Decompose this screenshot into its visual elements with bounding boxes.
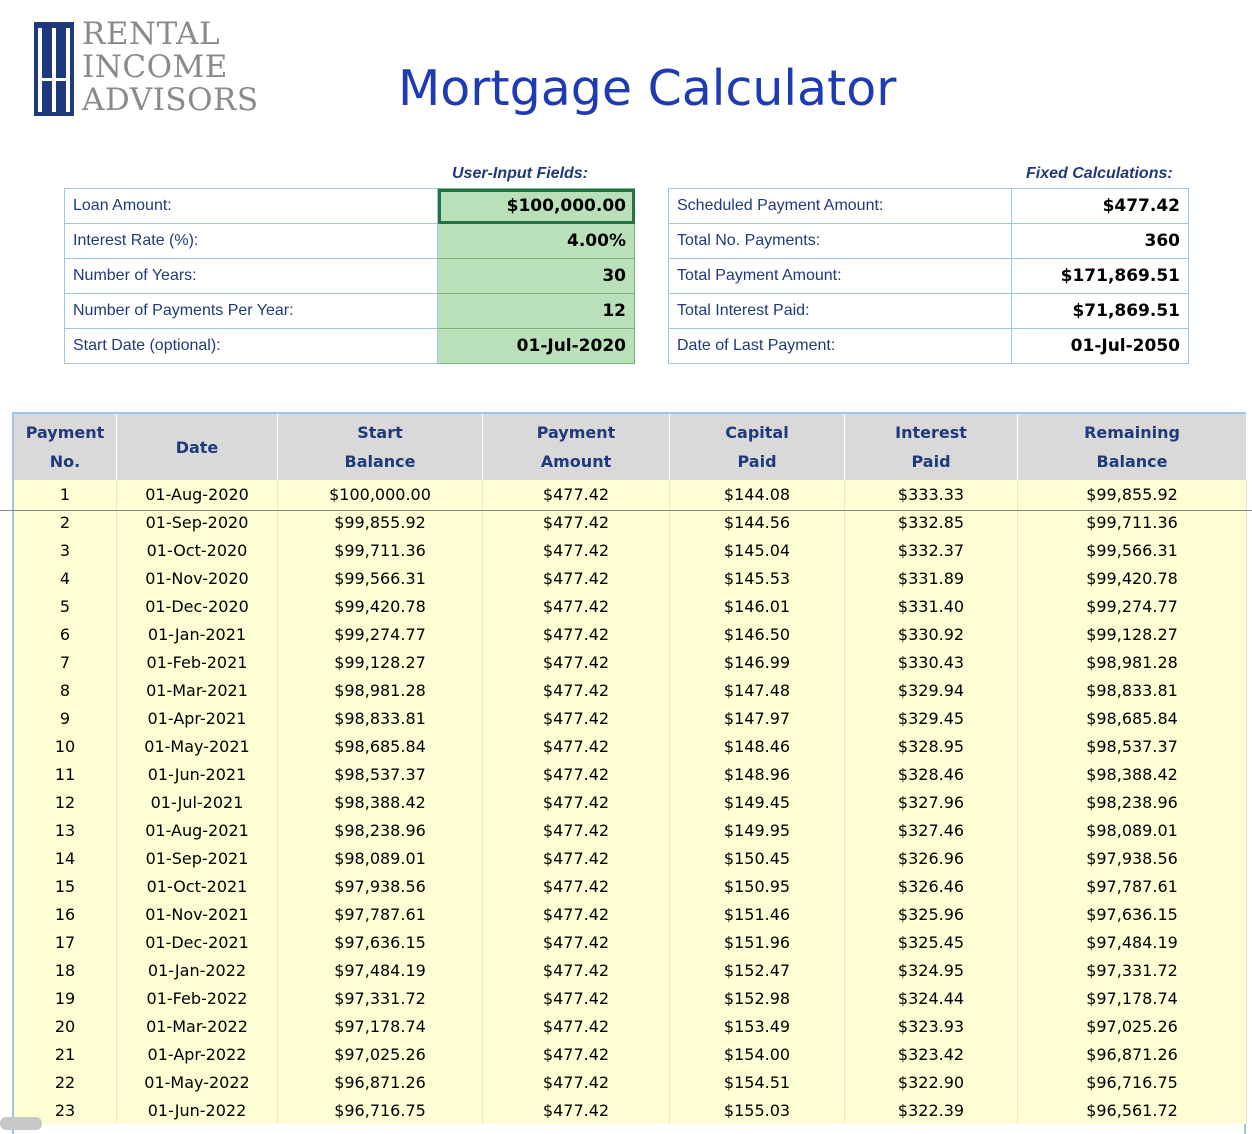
table-row	[14, 816, 1247, 844]
interest-paid-cell[interactable]: $327.96	[845, 788, 1018, 816]
capital-paid-cell[interactable]: $147.97	[670, 704, 845, 732]
col-header-remaining-balance[interactable]: Remaining Balance	[1018, 414, 1247, 480]
table-row	[14, 900, 1247, 928]
date-cell[interactable]: 01-Nov-2020	[117, 564, 278, 592]
total-payment-amount-label: Total Payment Amount:	[669, 259, 1012, 294]
input-row-payments-per-year	[65, 294, 635, 329]
start-balance-cell[interactable]: $99,128.27	[278, 648, 483, 676]
capital-paid-cell[interactable]: $145.53	[670, 564, 845, 592]
remaining-balance-cell[interactable]: $97,178.74	[1018, 984, 1247, 1012]
capital-paid-cell[interactable]: $151.46	[670, 900, 845, 928]
col-header-capital-paid[interactable]: Capital Paid	[670, 414, 845, 480]
start-balance-cell[interactable]: $100,000.00	[278, 480, 483, 508]
capital-paid-cell[interactable]: $145.04	[670, 536, 845, 564]
remaining-balance-cell[interactable]: $98,833.81	[1018, 676, 1247, 704]
payment-no-cell[interactable]: 6	[14, 620, 117, 648]
capital-paid-cell[interactable]: $153.49	[670, 1012, 845, 1040]
payment-no-cell[interactable]: 7	[14, 648, 117, 676]
capital-paid-cell[interactable]: $151.96	[670, 928, 845, 956]
payment-amount-cell[interactable]: $477.42	[483, 536, 670, 564]
table-row	[14, 620, 1247, 648]
payment-amount-cell[interactable]: $477.42	[483, 984, 670, 1012]
capital-paid-cell[interactable]: $149.45	[670, 788, 845, 816]
interest-paid-cell[interactable]: $325.45	[845, 928, 1018, 956]
capital-paid-cell[interactable]: $150.95	[670, 872, 845, 900]
total-payments-label: Total No. Payments:	[669, 224, 1012, 259]
interest-paid-cell[interactable]: $329.94	[845, 676, 1018, 704]
start-balance-cell[interactable]: $97,938.56	[278, 872, 483, 900]
total-payment-amount-value[interactable]: $171,869.51	[1012, 259, 1189, 294]
scrollbar-thumb[interactable]	[0, 1117, 42, 1130]
interest-paid-cell[interactable]: $328.46	[845, 760, 1018, 788]
col-header-date[interactable]: Date	[117, 414, 278, 480]
payment-amount-cell[interactable]: $477.42	[483, 704, 670, 732]
remaining-balance-cell[interactable]: $97,938.56	[1018, 844, 1247, 872]
capital-paid-cell[interactable]: $148.96	[670, 760, 845, 788]
date-cell[interactable]: 01-Jan-2021	[117, 620, 278, 648]
date-cell[interactable]: 01-Jun-2022	[117, 1096, 278, 1124]
remaining-balance-cell[interactable]: $98,089.01	[1018, 816, 1247, 844]
table-row	[14, 732, 1247, 760]
remaining-balance-cell[interactable]: $98,238.96	[1018, 788, 1247, 816]
table-row	[14, 760, 1247, 788]
payment-no-cell[interactable]: 18	[14, 956, 117, 984]
capital-paid-cell[interactable]: $146.50	[670, 620, 845, 648]
amortization-schedule-table	[14, 414, 1247, 1124]
interest-paid-cell[interactable]: $331.40	[845, 592, 1018, 620]
payment-no-cell[interactable]: 19	[14, 984, 117, 1012]
input-row-interest-rate	[65, 224, 635, 259]
payment-amount-cell[interactable]: $477.42	[483, 564, 670, 592]
number-of-years-input[interactable]: 30	[438, 259, 635, 294]
payment-amount-cell[interactable]: $477.42	[483, 1040, 670, 1068]
date-cell[interactable]: 01-Dec-2020	[117, 592, 278, 620]
capital-paid-cell[interactable]: $152.98	[670, 984, 845, 1012]
start-balance-cell[interactable]: $99,420.78	[278, 592, 483, 620]
capital-paid-cell[interactable]: $149.95	[670, 816, 845, 844]
loan-amount-label: Loan Amount:	[65, 189, 438, 224]
payment-amount-cell[interactable]: $477.42	[483, 788, 670, 816]
start-balance-cell[interactable]: $99,855.92	[278, 508, 483, 536]
payment-amount-cell[interactable]: $477.42	[483, 1096, 670, 1124]
date-cell[interactable]: 01-May-2022	[117, 1068, 278, 1096]
remaining-balance-cell[interactable]: $99,420.78	[1018, 564, 1247, 592]
interest-paid-cell[interactable]: $326.96	[845, 844, 1018, 872]
interest-paid-cell[interactable]: $323.93	[845, 1012, 1018, 1040]
payments-per-year-label: Number of Payments Per Year:	[65, 294, 438, 329]
remaining-balance-cell[interactable]: $96,716.75	[1018, 1068, 1247, 1096]
remaining-balance-cell[interactable]: $96,871.26	[1018, 1040, 1247, 1068]
total-payments-value[interactable]: 360	[1012, 224, 1189, 259]
date-cell[interactable]: 01-Sep-2020	[117, 508, 278, 536]
capital-paid-cell[interactable]: $146.99	[670, 648, 845, 676]
interest-paid-cell[interactable]: $332.37	[845, 536, 1018, 564]
payment-amount-cell[interactable]: $477.42	[483, 1012, 670, 1040]
interest-paid-cell[interactable]: $323.42	[845, 1040, 1018, 1068]
capital-paid-cell[interactable]: $146.01	[670, 592, 845, 620]
user-input-table	[64, 188, 635, 364]
interest-paid-cell[interactable]: $326.46	[845, 872, 1018, 900]
remaining-balance-cell[interactable]: $98,537.37	[1018, 732, 1247, 760]
start-balance-cell[interactable]: $96,716.75	[278, 1096, 483, 1124]
date-cell[interactable]: 01-Oct-2020	[117, 536, 278, 564]
start-balance-cell[interactable]: $97,484.19	[278, 956, 483, 984]
date-cell[interactable]: 01-Feb-2022	[117, 984, 278, 1012]
start-balance-cell[interactable]: $99,566.31	[278, 564, 483, 592]
schedule-body	[14, 480, 1247, 1124]
capital-paid-cell[interactable]: $144.56	[670, 508, 845, 536]
remaining-balance-cell[interactable]: $99,274.77	[1018, 592, 1247, 620]
payment-no-cell[interactable]: 23	[14, 1096, 117, 1124]
payment-amount-cell[interactable]: $477.42	[483, 508, 670, 536]
payment-amount-cell[interactable]: $477.42	[483, 844, 670, 872]
table-row	[14, 648, 1247, 676]
fixed-row-scheduled-payment	[669, 189, 1189, 224]
date-cell[interactable]: 01-Feb-2021	[117, 648, 278, 676]
start-balance-cell[interactable]: $98,089.01	[278, 844, 483, 872]
col-header-start-balance[interactable]: Start Balance	[278, 414, 483, 480]
fixed-row-last-payment-date	[669, 329, 1189, 364]
remaining-balance-cell[interactable]: $98,388.42	[1018, 760, 1247, 788]
payment-no-cell[interactable]: 20	[14, 1012, 117, 1040]
table-row	[14, 788, 1247, 816]
start-balance-cell[interactable]: $99,711.36	[278, 536, 483, 564]
date-cell[interactable]: 01-Mar-2022	[117, 1012, 278, 1040]
capital-paid-cell[interactable]: $148.46	[670, 732, 845, 760]
interest-paid-cell[interactable]: $329.45	[845, 704, 1018, 732]
remaining-balance-cell[interactable]: $98,685.84	[1018, 704, 1247, 732]
table-row	[14, 928, 1247, 956]
last-payment-date-value[interactable]: 01-Jul-2050	[1012, 329, 1189, 364]
number-of-years-label: Number of Years:	[65, 259, 438, 294]
payment-no-cell[interactable]: 10	[14, 732, 117, 760]
payment-amount-cell[interactable]: $477.42	[483, 816, 670, 844]
page-break-line	[0, 510, 1252, 511]
remaining-balance-cell[interactable]: $99,711.36	[1018, 508, 1247, 536]
payment-no-cell[interactable]: 12	[14, 788, 117, 816]
payment-no-cell[interactable]: 4	[14, 564, 117, 592]
scheduled-payment-value[interactable]: $477.42	[1012, 189, 1189, 224]
table-row	[14, 872, 1247, 900]
col-header-interest-paid[interactable]: Interest Paid	[845, 414, 1018, 480]
date-cell[interactable]: 01-Dec-2021	[117, 928, 278, 956]
table-row	[14, 1012, 1247, 1040]
payment-no-cell[interactable]: 22	[14, 1068, 117, 1096]
col-header-payment-amount[interactable]: Payment Amount	[483, 414, 670, 480]
logo-line-2: INCOME	[82, 49, 228, 85]
remaining-balance-cell[interactable]: $97,484.19	[1018, 928, 1247, 956]
capital-paid-cell[interactable]: $152.47	[670, 956, 845, 984]
input-row-number-of-years	[65, 259, 635, 294]
interest-paid-cell[interactable]: $327.46	[845, 816, 1018, 844]
interest-rate-label: Interest Rate (%):	[65, 224, 438, 259]
start-balance-cell[interactable]: $96,871.26	[278, 1068, 483, 1096]
interest-paid-cell[interactable]: $324.95	[845, 956, 1018, 984]
date-cell[interactable]: 01-Jun-2021	[117, 760, 278, 788]
table-row	[14, 844, 1247, 872]
payment-no-cell[interactable]: 9	[14, 704, 117, 732]
interest-paid-cell[interactable]: $330.43	[845, 648, 1018, 676]
start-balance-cell[interactable]: $98,238.96	[278, 816, 483, 844]
date-cell[interactable]: 01-Mar-2021	[117, 676, 278, 704]
payment-no-cell[interactable]: 1	[14, 480, 117, 508]
door-logo-icon	[34, 22, 74, 116]
user-input-heading: User-Input Fields:	[452, 165, 589, 182]
interest-paid-cell[interactable]: $330.92	[845, 620, 1018, 648]
page-title: Mortgage Calculator	[398, 60, 897, 117]
remaining-balance-cell[interactable]: $98,981.28	[1018, 648, 1247, 676]
capital-paid-cell[interactable]: $150.45	[670, 844, 845, 872]
start-balance-cell[interactable]: $98,388.42	[278, 788, 483, 816]
date-cell[interactable]: 01-Nov-2021	[117, 900, 278, 928]
interest-paid-cell[interactable]: $325.96	[845, 900, 1018, 928]
payment-no-cell[interactable]: 11	[14, 760, 117, 788]
interest-paid-cell[interactable]: $328.95	[845, 732, 1018, 760]
table-row	[14, 592, 1247, 620]
payment-no-cell[interactable]: 21	[14, 1040, 117, 1068]
date-cell[interactable]: 01-Jan-2022	[117, 956, 278, 984]
fixed-calculations-heading: Fixed Calculations:	[1026, 165, 1173, 182]
table-row	[14, 564, 1247, 592]
scheduled-payment-label: Scheduled Payment Amount:	[669, 189, 1012, 224]
payment-amount-cell[interactable]: $477.42	[483, 480, 670, 508]
fixed-row-total-payment-amount	[669, 259, 1189, 294]
payment-no-cell[interactable]: 17	[14, 928, 117, 956]
start-balance-cell[interactable]: $97,787.61	[278, 900, 483, 928]
remaining-balance-cell[interactable]: $97,025.26	[1018, 1012, 1247, 1040]
payment-no-cell[interactable]: 15	[14, 872, 117, 900]
date-cell[interactable]: 01-Aug-2020	[117, 480, 278, 508]
logo-text	[82, 18, 259, 117]
start-balance-cell[interactable]: $98,833.81	[278, 704, 483, 732]
fixed-calculations-table	[668, 188, 1189, 364]
remaining-balance-cell[interactable]: $99,566.31	[1018, 536, 1247, 564]
payments-per-year-input[interactable]: 12	[438, 294, 635, 329]
table-row	[14, 956, 1247, 984]
date-cell[interactable]: 01-Aug-2021	[117, 816, 278, 844]
date-cell[interactable]: 01-Sep-2021	[117, 844, 278, 872]
start-date-label: Start Date (optional):	[65, 329, 438, 364]
interest-paid-cell[interactable]: $331.89	[845, 564, 1018, 592]
payment-amount-cell[interactable]: $477.42	[483, 648, 670, 676]
payment-no-cell[interactable]: 16	[14, 900, 117, 928]
date-cell[interactable]: 01-Jul-2021	[117, 788, 278, 816]
capital-paid-cell[interactable]: $154.51	[670, 1068, 845, 1096]
date-cell[interactable]: 01-Apr-2022	[117, 1040, 278, 1068]
logo-line-1: RENTAL	[82, 16, 221, 52]
remaining-balance-cell[interactable]: $99,855.92	[1018, 480, 1247, 508]
start-balance-cell[interactable]: $98,981.28	[278, 676, 483, 704]
col-header-payment-no[interactable]: Payment No.	[14, 414, 117, 480]
remaining-balance-cell[interactable]: $96,561.72	[1018, 1096, 1247, 1124]
table-row	[14, 704, 1247, 732]
table-row	[14, 676, 1247, 704]
table-row	[14, 1040, 1247, 1068]
payment-no-cell[interactable]: 2	[14, 508, 117, 536]
fixed-row-total-interest	[669, 294, 1189, 329]
logo-line-3: ADVISORS	[82, 82, 259, 118]
loan-amount-input[interactable]: $100,000.00	[438, 189, 635, 224]
payment-amount-cell[interactable]: $477.42	[483, 1068, 670, 1096]
start-balance-cell[interactable]: $98,685.84	[278, 732, 483, 760]
payment-amount-cell[interactable]: $477.42	[483, 900, 670, 928]
payment-no-cell[interactable]: 14	[14, 844, 117, 872]
input-row-start-date	[65, 329, 635, 364]
payment-amount-cell[interactable]: $477.42	[483, 620, 670, 648]
payment-amount-cell[interactable]: $477.42	[483, 676, 670, 704]
start-date-input[interactable]: 01-Jul-2020	[438, 329, 635, 364]
start-balance-cell[interactable]: $98,537.37	[278, 760, 483, 788]
payment-no-cell[interactable]: 8	[14, 676, 117, 704]
table-row	[14, 1096, 1247, 1124]
input-row-loan-amount	[65, 189, 635, 224]
start-balance-cell[interactable]: $97,636.15	[278, 928, 483, 956]
capital-paid-cell[interactable]: $155.03	[670, 1096, 845, 1124]
payment-amount-cell[interactable]: $477.42	[483, 592, 670, 620]
payment-no-cell[interactable]: 5	[14, 592, 117, 620]
payment-amount-cell[interactable]: $477.42	[483, 928, 670, 956]
table-row	[14, 1068, 1247, 1096]
payment-no-cell[interactable]: 13	[14, 816, 117, 844]
table-row	[14, 984, 1247, 1012]
start-balance-cell[interactable]: $97,178.74	[278, 1012, 483, 1040]
table-row	[14, 536, 1247, 564]
payment-amount-cell[interactable]: $477.42	[483, 872, 670, 900]
remaining-balance-cell[interactable]: $97,636.15	[1018, 900, 1247, 928]
schedule-header-row	[14, 414, 1247, 480]
payment-amount-cell[interactable]: $477.42	[483, 732, 670, 760]
capital-paid-cell[interactable]: $147.48	[670, 676, 845, 704]
table-row	[14, 480, 1247, 508]
total-interest-value[interactable]: $71,869.51	[1012, 294, 1189, 329]
start-balance-cell[interactable]: $97,331.72	[278, 984, 483, 1012]
company-logo	[34, 16, 274, 118]
date-cell[interactable]: 01-Oct-2021	[117, 872, 278, 900]
interest-paid-cell[interactable]: $333.33	[845, 480, 1018, 508]
total-interest-label: Total Interest Paid:	[669, 294, 1012, 329]
interest-paid-cell[interactable]: $332.85	[845, 508, 1018, 536]
last-payment-date-label: Date of Last Payment:	[669, 329, 1012, 364]
interest-paid-cell[interactable]: $322.39	[845, 1096, 1018, 1124]
capital-paid-cell[interactable]: $144.08	[670, 480, 845, 508]
interest-rate-input[interactable]: 4.00%	[438, 224, 635, 259]
date-cell[interactable]: 01-Apr-2021	[117, 704, 278, 732]
start-balance-cell[interactable]: $99,274.77	[278, 620, 483, 648]
interest-paid-cell[interactable]: $322.90	[845, 1068, 1018, 1096]
date-cell[interactable]: 01-May-2021	[117, 732, 278, 760]
start-balance-cell[interactable]: $97,025.26	[278, 1040, 483, 1068]
payment-amount-cell[interactable]: $477.42	[483, 760, 670, 788]
capital-paid-cell[interactable]: $154.00	[670, 1040, 845, 1068]
remaining-balance-cell[interactable]: $97,331.72	[1018, 956, 1247, 984]
table-row	[14, 508, 1247, 536]
fixed-row-total-payments	[669, 224, 1189, 259]
payment-no-cell[interactable]: 3	[14, 536, 117, 564]
remaining-balance-cell[interactable]: $99,128.27	[1018, 620, 1247, 648]
interest-paid-cell[interactable]: $324.44	[845, 984, 1018, 1012]
payment-amount-cell[interactable]: $477.42	[483, 956, 670, 984]
remaining-balance-cell[interactable]: $97,787.61	[1018, 872, 1247, 900]
